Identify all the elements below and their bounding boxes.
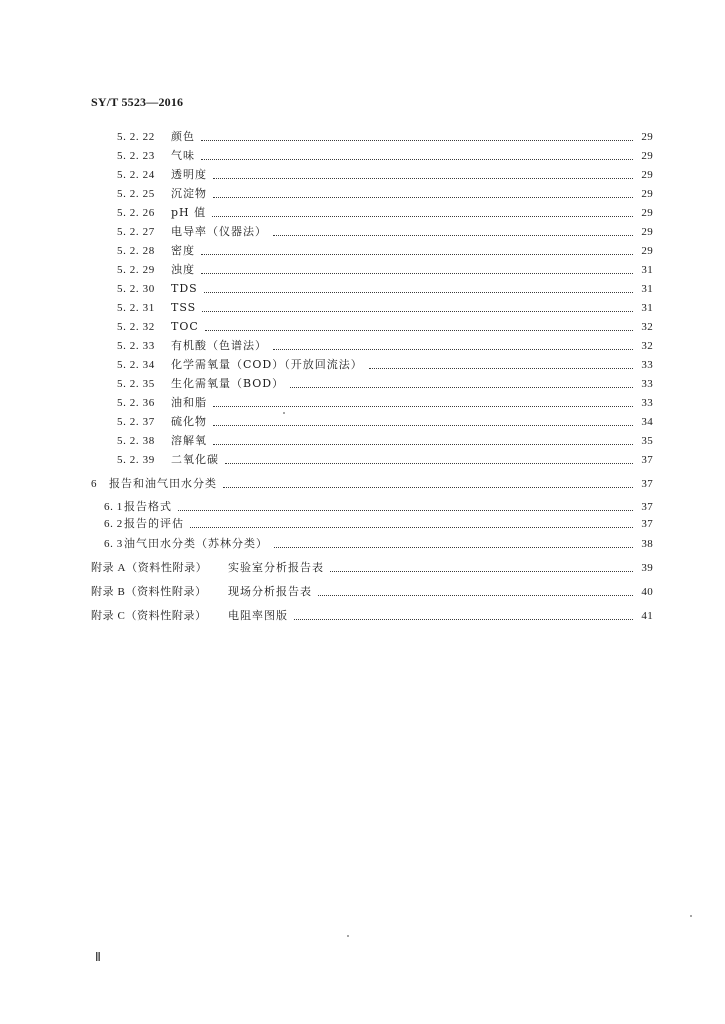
- toc-entry-page: 29: [641, 131, 653, 143]
- toc-entry-title: 报告和油气田水分类: [109, 477, 217, 490]
- toc-entry-title: 实验室分析报告表: [228, 561, 324, 574]
- toc-entry-title: 密度: [171, 244, 195, 257]
- toc-entry-page: 29: [641, 169, 653, 181]
- toc-entry-number: 5. 2. 27: [117, 226, 155, 238]
- toc-entry-number: 5. 2. 32: [117, 321, 155, 333]
- toc-entry-page: 29: [641, 188, 653, 200]
- toc-entry-number: 5. 2. 22: [117, 131, 155, 143]
- toc-entry-number: 5. 2. 29: [117, 264, 155, 276]
- toc-entry-page: 33: [641, 397, 653, 409]
- dot-leader: [213, 405, 633, 407]
- dot-leader: [290, 386, 633, 388]
- dot-leader: [225, 462, 633, 464]
- toc-entry-number: 5. 2. 37: [117, 416, 155, 428]
- toc-entry-title: 电阻率图版: [228, 609, 288, 622]
- dot-leader: [213, 177, 633, 179]
- dot-leader: [223, 486, 633, 488]
- toc-entry-title: TDS: [171, 282, 198, 295]
- toc-entry-page: 32: [641, 340, 653, 352]
- toc-entry-number: 5. 2. 31: [117, 302, 155, 314]
- toc-entry[interactable]: [117, 166, 653, 182]
- toc-entry-number: 附录 C（资料性附录）: [91, 610, 207, 622]
- toc-entry-number: 6. 2: [104, 518, 123, 530]
- dot-leader: [369, 367, 633, 369]
- toc-entry-number: 5. 2. 28: [117, 245, 155, 257]
- toc-entry[interactable]: [117, 318, 653, 334]
- toc-entry-title: 颜色: [171, 130, 195, 143]
- page-number: Ⅱ: [95, 950, 101, 964]
- toc-entry[interactable]: [117, 204, 653, 220]
- dot-leader: [204, 291, 633, 293]
- dot-leader: [273, 234, 633, 236]
- toc-entry-page: 38: [641, 538, 653, 550]
- dot-leader: [178, 509, 633, 511]
- toc-entry[interactable]: [91, 583, 653, 599]
- dot-leader: [213, 196, 633, 198]
- toc-entry-title: 化学需氧量（COD）（开放回流法）: [171, 358, 363, 371]
- toc-entry-number: 5. 2. 34: [117, 359, 155, 371]
- toc-entry-page: 29: [641, 150, 653, 162]
- toc-entry-title: TOC: [171, 320, 199, 333]
- toc-entry-page: 37: [641, 478, 653, 490]
- toc-entry[interactable]: [91, 607, 653, 623]
- toc-entry-number: 5. 2. 33: [117, 340, 155, 352]
- toc-entry-number: 附录 A（资料性附录）: [91, 562, 208, 574]
- toc-entry-page: 31: [641, 283, 653, 295]
- toc-entry-title: 溶解氧: [171, 434, 207, 447]
- dot-leader: [205, 329, 633, 331]
- toc-entry[interactable]: [104, 535, 653, 551]
- toc-entry-number: 5. 2. 36: [117, 397, 155, 409]
- toc-entry-page: 32: [641, 321, 653, 333]
- toc-entry-number: 5. 2. 25: [117, 188, 155, 200]
- toc-entry-title: 现场分析报告表: [228, 585, 312, 598]
- toc-entry-page: 40: [641, 586, 653, 598]
- toc-entry[interactable]: [117, 432, 653, 448]
- dot-leader: [201, 253, 633, 255]
- toc-entry-title: 浊度: [171, 263, 195, 276]
- toc-entry-number: 6. 3: [104, 538, 123, 550]
- toc-entry-page: 29: [641, 226, 653, 238]
- toc-entry[interactable]: [117, 242, 653, 258]
- toc-entry-title: 沉淀物: [171, 187, 207, 200]
- toc-entry[interactable]: [117, 337, 653, 353]
- dot-leader: [318, 594, 633, 596]
- toc-entry-page: 37: [641, 501, 653, 513]
- toc-entry[interactable]: [91, 559, 653, 575]
- scan-speck: [347, 935, 349, 937]
- dot-leader: [201, 158, 633, 160]
- toc-entry-number: 5. 2. 24: [117, 169, 155, 181]
- toc-entry-title: 透明度: [171, 168, 207, 181]
- dot-leader: [213, 424, 633, 426]
- dot-leader: [190, 526, 633, 528]
- toc-entry-page: 34: [641, 416, 653, 428]
- scan-speck: [690, 915, 692, 917]
- toc-entry[interactable]: [117, 280, 653, 296]
- scan-speck: [283, 412, 285, 414]
- dot-leader: [213, 443, 633, 445]
- toc-entry-page: 35: [641, 435, 653, 447]
- toc-entry-title: 报告格式: [124, 500, 172, 513]
- toc-entry[interactable]: [104, 498, 653, 514]
- toc-entry-title: 报告的评估: [124, 517, 184, 530]
- toc-entry-page: 37: [641, 454, 653, 466]
- toc-entry-title: 二氧化碳: [171, 453, 219, 466]
- toc-entry-title: pH 值: [171, 206, 207, 219]
- toc-entry-title: 电导率（仪器法）: [171, 225, 267, 238]
- toc-entry-title: 油气田水分类（苏林分类）: [124, 537, 268, 550]
- toc-entry-number: 5. 2. 35: [117, 378, 155, 390]
- toc-entry[interactable]: [117, 299, 653, 315]
- dot-leader: [330, 570, 633, 572]
- standard-number: SY/T 5523—2016: [91, 95, 184, 109]
- toc-entry-number: 6. 1: [104, 501, 123, 513]
- toc-entry-page: 37: [641, 518, 653, 530]
- toc-entry-page: 41: [641, 610, 653, 622]
- dot-leader: [202, 310, 633, 312]
- toc-entry-title: 硫化物: [171, 415, 207, 428]
- toc-entry-page: 33: [641, 359, 653, 371]
- toc-entry[interactable]: [117, 451, 653, 467]
- dot-leader: [294, 618, 633, 620]
- toc-entry-page: 29: [641, 207, 653, 219]
- toc-entry-number: 5. 2. 26: [117, 207, 155, 219]
- toc-entry-title: 生化需氧量（BOD）: [171, 377, 285, 390]
- toc-entry[interactable]: [117, 394, 653, 410]
- toc-entry[interactable]: [91, 475, 653, 491]
- toc-entry-page: 39: [641, 562, 653, 574]
- toc-entry-page: 31: [641, 264, 653, 276]
- toc-entry[interactable]: [117, 261, 653, 277]
- toc-entry-number: 附录 B（资料性附录）: [91, 586, 207, 598]
- toc-entry[interactable]: [104, 515, 653, 531]
- toc-entry-number: 5. 2. 23: [117, 150, 155, 162]
- toc-entry[interactable]: [117, 128, 653, 144]
- toc-entry-number: 5. 2. 38: [117, 435, 155, 447]
- toc-entry-number: 6: [91, 478, 98, 490]
- toc-entry[interactable]: [117, 147, 653, 163]
- dot-leader: [274, 546, 633, 548]
- toc-entry[interactable]: [117, 375, 653, 391]
- dot-leader: [273, 348, 633, 350]
- toc-entry-page: 33: [641, 378, 653, 390]
- toc-entry[interactable]: [117, 223, 653, 239]
- toc-entry-number: 5. 2. 39: [117, 454, 155, 466]
- toc-entry[interactable]: [117, 356, 653, 372]
- toc-entry-title: 气味: [171, 149, 195, 162]
- toc-entry[interactable]: [117, 185, 653, 201]
- dot-leader: [201, 139, 633, 141]
- toc-entry-title: 油和脂: [171, 396, 207, 409]
- dot-leader: [201, 272, 633, 274]
- toc-entry[interactable]: [117, 413, 653, 429]
- toc-entry-number: 5. 2. 30: [117, 283, 155, 295]
- dot-leader: [212, 215, 633, 217]
- toc-entry-title: TSS: [171, 301, 197, 314]
- toc-entry-page: 29: [641, 245, 653, 257]
- toc-entry-page: 31: [641, 302, 653, 314]
- toc-entry-title: 有机酸（色谱法）: [171, 339, 267, 352]
